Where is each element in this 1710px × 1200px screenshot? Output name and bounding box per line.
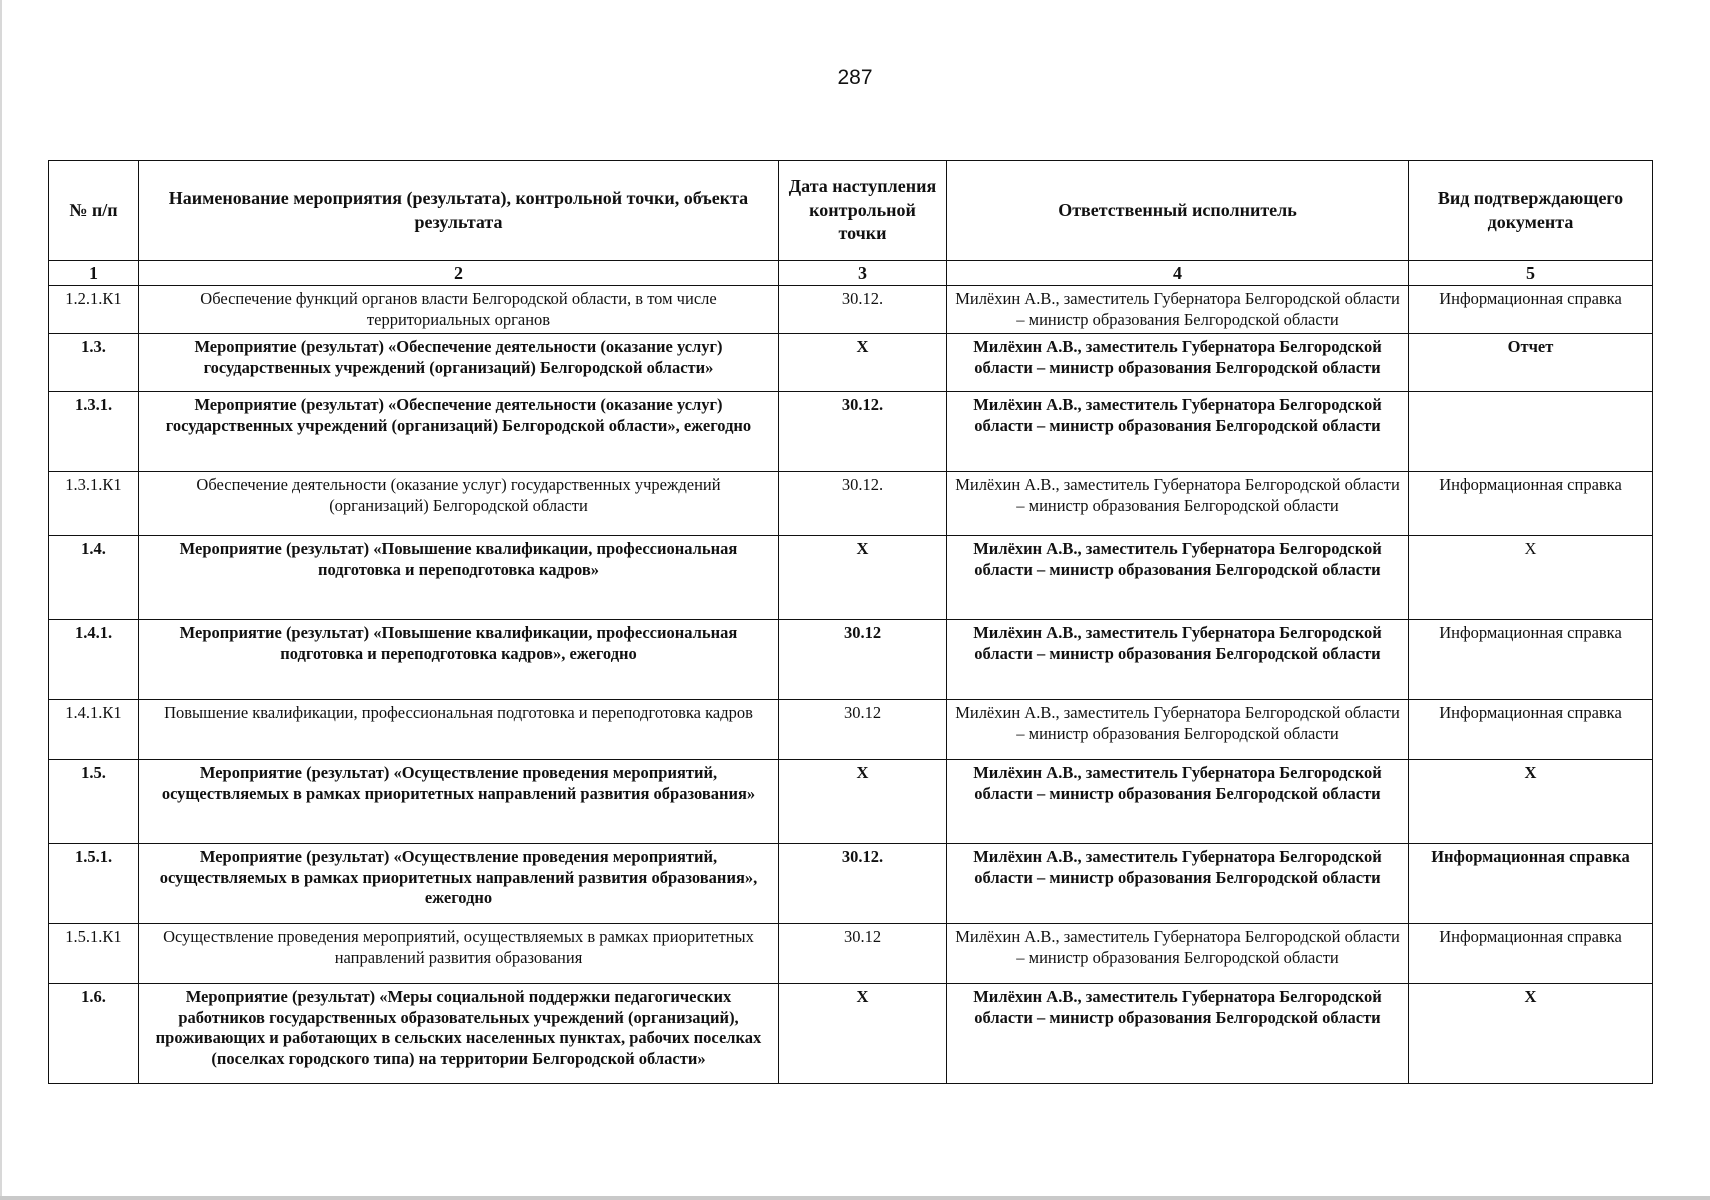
column-number: 3 xyxy=(779,261,947,286)
row-date: 30.12 xyxy=(779,620,947,700)
row-document: Информационная справка xyxy=(1409,472,1653,536)
table-row xyxy=(49,536,1653,620)
row-name: Обеспечение деятельности (оказание услуг) государственных учреждений (организаций) Белгородской области xyxy=(139,472,779,536)
column-number: 2 xyxy=(139,261,779,286)
row-name: Осуществление проведения мероприятий, осуществляемых в рамках приоритетных направлений развития образования xyxy=(139,924,779,984)
row-document xyxy=(1409,392,1653,472)
row-name: Мероприятие (результат) «Повышение квалификации, профессиональная подготовка и переподготовка кадров» xyxy=(139,536,779,620)
row-date: 30.12. xyxy=(779,286,947,334)
row-name: Обеспечение функций органов власти Белгородской области, в том числе территориальных органов xyxy=(139,286,779,334)
page-number: 287 xyxy=(837,66,873,89)
row-executor: Милёхин А.В., заместитель Губернатора Белгородской области – министр образования Белгородской области xyxy=(947,392,1409,472)
column-number-row xyxy=(49,261,1653,286)
row-date: X xyxy=(779,984,947,1084)
header-executor: Ответственный исполнитель xyxy=(947,161,1409,261)
row-date: X xyxy=(779,536,947,620)
row-name: Мероприятие (результат) «Осуществление проведения мероприятий, осуществляемых в рамках приоритетных направлений развития образования», ежегодно xyxy=(139,844,779,924)
row-executor: Милёхин А.В., заместитель Губернатора Белгородской области – министр образования Белгородской области xyxy=(947,924,1409,984)
row-number: 1.6. xyxy=(49,984,139,1084)
row-executor: Милёхин А.В., заместитель Губернатора Белгородской области – министр образования Белгородской области xyxy=(947,620,1409,700)
row-document: Информационная справка xyxy=(1409,700,1653,760)
activities-table xyxy=(48,160,1653,1084)
row-number: 1.3.1.К1 xyxy=(49,472,139,536)
column-number: 5 xyxy=(1409,261,1653,286)
row-name: Мероприятие (результат) «Меры социальной поддержки педагогических работников государственных образовательных учреждений (организаций), проживающих и работающих в сельских населенных пунктах, рабочих поселках (поселках городского типа) на территории Белгородской области» xyxy=(139,984,779,1084)
row-number: 1.3.1. xyxy=(49,392,139,472)
row-number: 1.4.1.К1 xyxy=(49,700,139,760)
table-row xyxy=(49,760,1653,844)
table-header-row xyxy=(49,161,1653,261)
row-date: 30.12 xyxy=(779,924,947,984)
row-number: 1.5.1. xyxy=(49,844,139,924)
row-document: Информационная справка xyxy=(1409,924,1653,984)
row-number: 1.4.1. xyxy=(49,620,139,700)
row-document: Информационная справка xyxy=(1409,620,1653,700)
row-date: 30.12. xyxy=(779,472,947,536)
table-row xyxy=(49,844,1653,924)
scan-edge-left xyxy=(0,0,2,1200)
row-document: X xyxy=(1409,760,1653,844)
row-executor: Милёхин А.В., заместитель Губернатора Белгородской области – министр образования Белгородской области xyxy=(947,760,1409,844)
row-executor: Милёхин А.В., заместитель Губернатора Белгородской области – министр образования Белгородской области xyxy=(947,536,1409,620)
row-date: 30.12. xyxy=(779,844,947,924)
row-name: Мероприятие (результат) «Обеспечение деятельности (оказание услуг) государственных учреждений (организаций) Белгородской области» xyxy=(139,334,779,392)
row-name: Мероприятие (результат) «Обеспечение деятельности (оказание услуг) государственных учреждений (организаций) Белгородской области», ежегодно xyxy=(139,392,779,472)
table-row xyxy=(49,286,1653,334)
header-date: Дата наступления контрольной точки xyxy=(779,161,947,261)
row-number: 1.5. xyxy=(49,760,139,844)
row-date: X xyxy=(779,334,947,392)
row-executor: Милёхин А.В., заместитель Губернатора Белгородской области – министр образования Белгородской области xyxy=(947,984,1409,1084)
row-number: 1.5.1.К1 xyxy=(49,924,139,984)
table-row xyxy=(49,700,1653,760)
header-document: Вид подтверждающего документа xyxy=(1409,161,1653,261)
row-executor: Милёхин А.В., заместитель Губернатора Белгородской области – министр образования Белгородской области xyxy=(947,472,1409,536)
row-document: X xyxy=(1409,536,1653,620)
row-executor: Милёхин А.В., заместитель Губернатора Белгородской области – министр образования Белгородской области xyxy=(947,334,1409,392)
scan-edge-bottom xyxy=(0,1196,1710,1200)
column-number: 4 xyxy=(947,261,1409,286)
row-date: 30.12. xyxy=(779,392,947,472)
row-number: 1.2.1.К1 xyxy=(49,286,139,334)
table-row xyxy=(49,472,1653,536)
table-row xyxy=(49,924,1653,984)
header-number: № п/п xyxy=(49,161,139,261)
row-number: 1.3. xyxy=(49,334,139,392)
row-date: 30.12 xyxy=(779,700,947,760)
row-name: Повышение квалификации, профессиональная подготовка и переподготовка кадров xyxy=(139,700,779,760)
row-date: X xyxy=(779,760,947,844)
table-row xyxy=(49,334,1653,392)
row-executor: Милёхин А.В., заместитель Губернатора Белгородской области – министр образования Белгородской области xyxy=(947,700,1409,760)
table-row xyxy=(49,392,1653,472)
header-name: Наименование мероприятия (результата), контрольной точки, объекта результата xyxy=(139,161,779,261)
row-document: Отчет xyxy=(1409,334,1653,392)
table-row xyxy=(49,984,1653,1084)
row-document: X xyxy=(1409,984,1653,1084)
row-name: Мероприятие (результат) «Осуществление проведения мероприятий, осуществляемых в рамках приоритетных направлений развития образования» xyxy=(139,760,779,844)
row-name: Мероприятие (результат) «Повышение квалификации, профессиональная подготовка и переподготовка кадров», ежегодно xyxy=(139,620,779,700)
row-document: Информационная справка xyxy=(1409,286,1653,334)
row-document: Информационная справка xyxy=(1409,844,1653,924)
row-number: 1.4. xyxy=(49,536,139,620)
row-executor: Милёхин А.В., заместитель Губернатора Белгородской области – министр образования Белгородской области xyxy=(947,844,1409,924)
row-executor: Милёхин А.В., заместитель Губернатора Белгородской области – министр образования Белгородской области xyxy=(947,286,1409,334)
column-number: 1 xyxy=(49,261,139,286)
table-row xyxy=(49,620,1653,700)
